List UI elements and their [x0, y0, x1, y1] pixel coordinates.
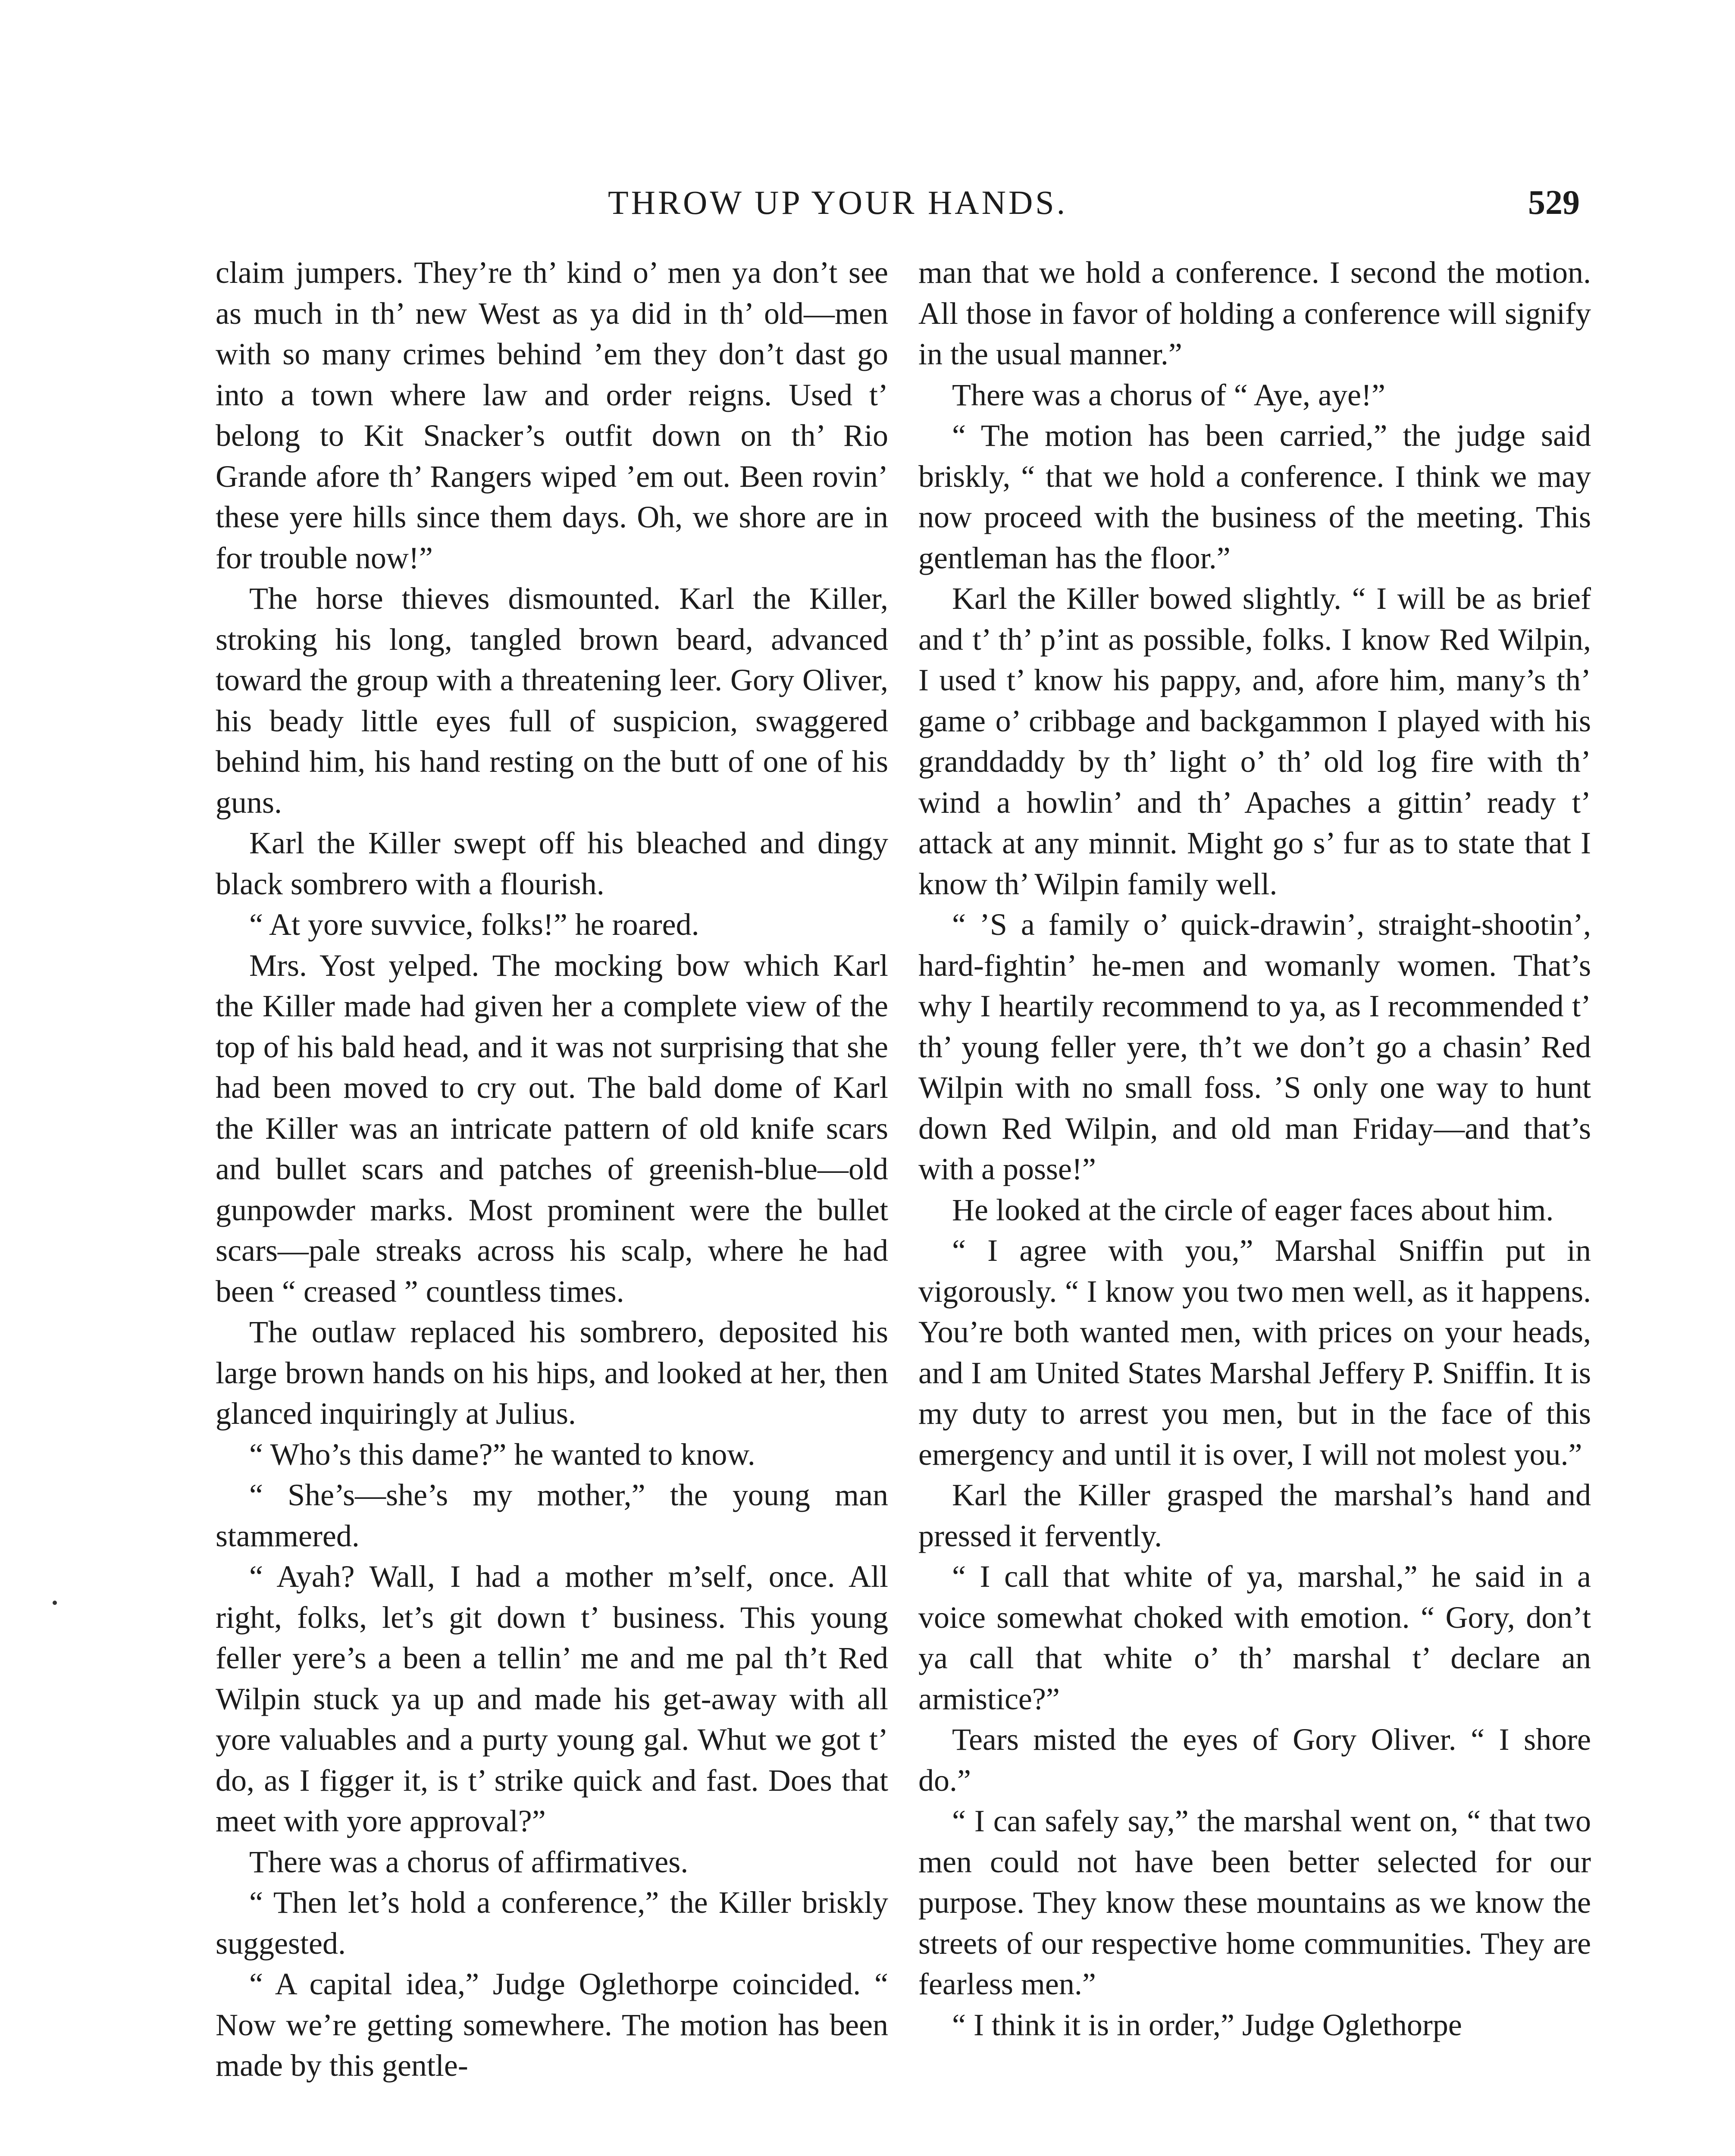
paragraph: “ I think it is in order,” Judge Oglethorpe	[952, 2007, 1462, 2042]
ink-speck	[53, 1601, 57, 1605]
paragraph: Karl the Killer grasped the marshal’s hand and pressed it fervently.	[918, 1478, 1591, 1553]
paragraph: There was a chorus of “ Aye, aye!”	[952, 377, 1385, 412]
running-title: THROW UP YOUR HANDS.	[608, 184, 1068, 221]
paragraph: Karl the Killer swept off his bleached and dingy black sombrero with a flourish.	[216, 826, 888, 901]
paragraph: “ She’s—she’s my mother,” the young man stammered.	[216, 1478, 888, 1553]
paragraph: The outlaw replaced his sombrero, deposited his large brown hands on his hips, and looked at her, then glanced inquiringly at Julius.	[216, 1315, 888, 1431]
paragraph: “ Ayah? Wall, I had a mother m’self, once. All right, folks, let’s git down t’ business. This young feller yere’s a been a tellin’ me and me pal th’t Red Wilpin stuck ya up and made his get-away with all yore valuables and a purty young gal. Whut we got t’ do, as I figger it, is t’ strike quick and fast. Does that meet with yore approval?”	[216, 1559, 888, 1838]
paragraph: “ Then let’s hold a conference,” the Killer briskly suggested.	[216, 1885, 888, 1961]
paragraph: claim jumpers. They’re th’ kind o’ men ya don’t see as much in th’ new West as ya did in th’ old—men with so many crimes behind ’em they don’t dast go into a town where law and order reigns. Used t’ belong to Kit Snacker’s outfit down on th’ Rio Grande afore th’ Rangers wiped ’em out. Been rovin’ these yere hills since them days. Oh, we shore are in for trouble now!”	[216, 255, 888, 575]
paragraph: “ I agree with you,” Marshal Sniffin put in vigorously. “ I know you two men well, as it happens. You’re both wanted men, with prices on your heads, and I am United States Marshal Jeffery P. Sniffin. It is my duty to arrest you men, but in the face of this emergency and until it is over, I will not molest you.”	[918, 1233, 1591, 1472]
paragraph: “ I can safely say,” the marshal went on, “ that two men could not have been better selected for our purpose. They know these mountains as we know the streets of our respective home communities. They are fearless men.”	[918, 1804, 1591, 2001]
paragraph: Tears misted the eyes of Gory Oliver. “ I shore do.”	[918, 1722, 1591, 1798]
page-number: 529	[1528, 184, 1580, 222]
paragraph: “ The motion has been carried,” the judge said briskly, “ that we hold a conference. I think we may now proceed with the business of the meeting. This gentleman has the floor.”	[918, 418, 1591, 575]
paragraph: Karl the Killer bowed slightly. “ I will be as brief and t’ th’ p’int as possible, folks. I know Red Wilpin, I used t’ know his pappy, and, afore him, many’s th’ game o’ cribbage and backgammon I played with his granddaddy by th’ light o’ th’ old log fire with th’ wind a howlin’ and th’ Apaches a gittin’ ready t’ attack at any minnit. Might go s’ fur as to state that I know th’ Wilpin family well.	[918, 581, 1591, 901]
paragraph: “ I call that white of ya, marshal,” he said in a voice somewhat choked with emotion. “ Gory, don’t ya call that white o’ th’ marshal t’ declare an armistice?”	[918, 1559, 1591, 1716]
paragraph: There was a chorus of affirmatives.	[249, 1844, 689, 1879]
page-header	[0, 179, 1735, 226]
paragraph: man that we hold a conference. I second the motion. All those in favor of holding a conference will signify in the usual manner.”	[918, 255, 1591, 371]
paragraph: He looked at the circle of eager faces about him.	[952, 1192, 1554, 1227]
paragraph: “ A capital idea,” Judge Oglethorpe coincided. “ Now we’re getting somewhere. The motion has been made by this gentle-	[216, 1967, 888, 2083]
paragraph: “ ’S a family o’ quick-drawin’, straight-shootin’, hard-fightin’ he-men and womanly women. That’s why I heartily recommend to ya, as I recommended t’ th’ young feller yere, th’t we don’t go a chasin’ Red Wilpin with no small foss. ’S only one way to hunt down Red Wilpin, and old man Friday—and that’s with a posse!”	[918, 907, 1591, 1186]
paragraph: Mrs. Yost yelped. The mocking bow which Karl the Killer made had given her a complete view of the top of his bald head, and it was not surprising that she had been moved to cry out. The bald dome of Karl the Killer was an intricate pattern of old knife scars and bullet scars and patches of greenish-blue—old gunpowder marks. Most prominent were the bullet scars—pale streaks across his scalp, where he had been “ creased ” countless times.	[216, 948, 888, 1309]
paragraph: “ At yore suvvice, folks!” he roared.	[249, 907, 699, 942]
left-column	[216, 252, 888, 2086]
paragraph: “ Who’s this dame?” he wanted to know.	[249, 1437, 755, 1472]
right-column	[918, 252, 1591, 2045]
paragraph: The horse thieves dismounted. Karl the Killer, stroking his long, tangled brown beard, advanced toward the group with a threatening leer. Gory Oliver, his beady little eyes full of suspicion, swaggered behind him, his hand resting on the butt of one of his guns.	[216, 581, 888, 820]
